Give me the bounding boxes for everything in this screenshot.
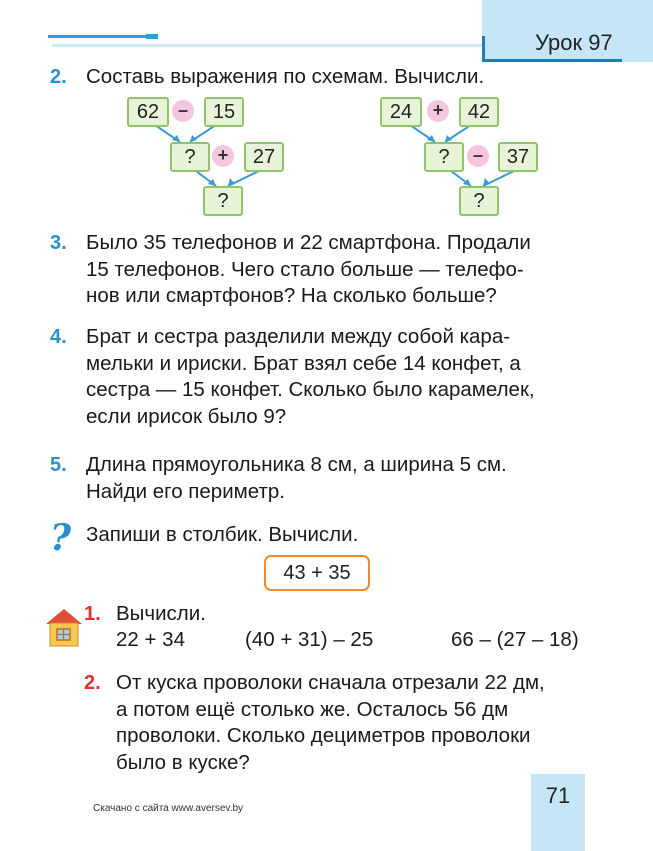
task-text <box>116 670 545 776</box>
task-line: Длина прямоугольника 8 см, а ширина 5 см. <box>86 453 507 476</box>
task-line: проволоки. Сколько дециметров проволоки <box>116 724 531 747</box>
scheme-unknown-box: ? <box>424 142 464 172</box>
svg-text:?: ? <box>50 518 72 556</box>
task-line: Брат и сестра разделили между собой кара- <box>86 325 511 348</box>
task-number: 2. <box>84 672 101 694</box>
header-rule <box>48 35 158 38</box>
home-expr-1: 22 + 34 <box>116 628 185 651</box>
task-line: Найди его периметр. <box>86 479 285 503</box>
footer-source: Скачано с сайта www.aversev.by <box>93 803 244 814</box>
task-line: сестра — 15 конфет. Сколько было карамелек, <box>86 378 535 401</box>
scheme-box: 42 <box>459 97 499 127</box>
scheme-unknown-box: ? <box>459 186 499 216</box>
question-mark-icon <box>48 518 76 556</box>
task-text <box>86 324 535 430</box>
header-rule-mark <box>146 34 158 39</box>
operator-badge: – <box>467 145 489 167</box>
operator-badge: + <box>427 100 449 122</box>
scheme-unknown-box: ? <box>170 142 210 172</box>
house-icon <box>44 606 84 648</box>
scheme-box: 62 <box>127 97 169 127</box>
home-expr-3: 66 – (27 – 18) <box>451 628 579 651</box>
task-number: 3. <box>50 232 67 254</box>
puzzle-text: Запиши в столбик. Вычисли. <box>86 523 359 546</box>
task-text <box>86 230 531 310</box>
operator-badge: – <box>172 100 194 122</box>
task-text <box>86 452 507 505</box>
task-line: если ирисок было 9? <box>86 404 287 428</box>
header-rule-light <box>52 44 482 47</box>
scheme-unknown-box: ? <box>203 186 243 216</box>
task-line: было в куске? <box>116 750 250 774</box>
lesson-tab-border-bottom <box>482 59 622 62</box>
task-3 <box>50 230 531 307</box>
task-line: нов или смартфонов? На сколько больше? <box>86 284 497 307</box>
task-number: 1. <box>84 603 101 625</box>
task-line: 15 телефонов. Чего стало больше — телефо- <box>86 257 524 281</box>
task-number: 2. <box>50 66 67 88</box>
task-2 <box>50 64 485 91</box>
lesson-title: Урок 97 <box>535 30 613 55</box>
task-text: Составь выражения по схемам. Вычисли. <box>86 65 485 88</box>
expression-box: 43 + 35 <box>264 555 370 591</box>
scheme-box: 24 <box>380 97 422 127</box>
task-line: мельки и ириски. Брат взял себе 14 конфет, а <box>86 351 521 375</box>
operator-badge: + <box>212 145 234 167</box>
scheme-box: 27 <box>244 142 284 172</box>
task-number: 4. <box>50 326 67 348</box>
scheme-box: 37 <box>498 142 538 172</box>
page-number: 71 <box>545 783 571 808</box>
task-line: Было 35 телефонов и 22 смартфона. Продали <box>86 231 531 254</box>
task-4 <box>50 324 535 428</box>
home-task-1 <box>84 601 206 628</box>
task-line: От куска проволоки сначала отрезали 22 дм, <box>116 671 545 694</box>
task-title: Вычисли. <box>116 602 206 625</box>
home-task-2 <box>84 670 545 774</box>
home-expr-2: (40 + 31) – 25 <box>245 628 374 651</box>
task-5 <box>50 452 507 503</box>
task-number: 5. <box>50 454 67 476</box>
task-line: а потом ещё столько же. Осталось 56 дм <box>116 697 509 721</box>
scheme-box: 15 <box>204 97 244 127</box>
